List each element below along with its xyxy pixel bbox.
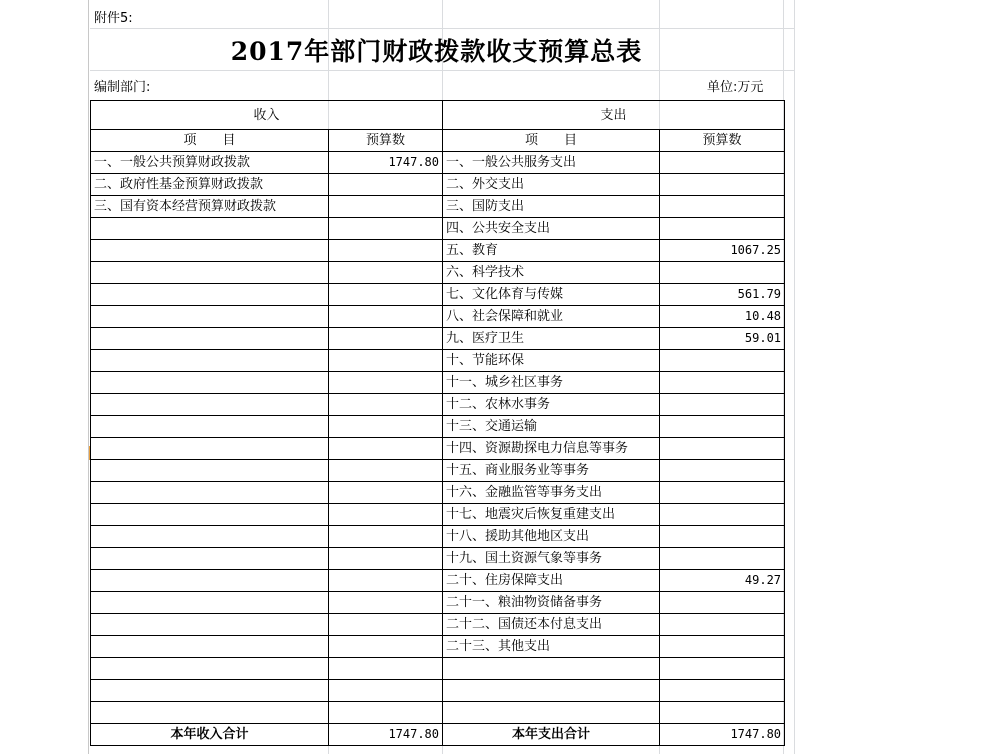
table-row — [91, 262, 785, 284]
expense-value-cell[interactable] — [660, 152, 785, 174]
page-title: 2017年部门财政拨款收支预算总表 — [230, 37, 643, 66]
table-row — [91, 680, 785, 702]
table-row — [91, 306, 785, 328]
expense-item-cell[interactable]: 一、一般公共服务支出 — [443, 152, 660, 174]
income-value-cell[interactable] — [329, 262, 443, 284]
table-row — [91, 218, 785, 240]
expense-value-cell[interactable]: 10.48 — [660, 306, 785, 328]
income-header[interactable]: 收入 — [91, 101, 443, 130]
income-item-cell[interactable] — [91, 460, 329, 482]
income-value-cell[interactable] — [329, 350, 443, 372]
income-item-cell[interactable] — [91, 240, 329, 262]
income-item-cell[interactable] — [91, 548, 329, 570]
income-value-cell[interactable] — [329, 504, 443, 526]
income-item-cell[interactable] — [91, 658, 329, 680]
expense-item-cell[interactable]: 十八、援助其他地区支出 — [443, 526, 660, 548]
expense-value-cell[interactable]: 59.01 — [660, 328, 785, 350]
expense-value-cell[interactable] — [660, 548, 785, 570]
expense-value-cell[interactable] — [660, 526, 785, 548]
income-item-cell[interactable] — [91, 482, 329, 504]
income-item-header[interactable]: 项 目 — [91, 130, 329, 152]
table-row — [91, 196, 785, 218]
income-value-cell[interactable] — [329, 394, 443, 416]
sheet-left-edge — [88, 0, 89, 754]
income-item-cell[interactable]: 一、一般公共预算财政拨款 — [91, 152, 329, 174]
expense-item-cell[interactable]: 三、国防支出 — [443, 196, 660, 218]
expense-item-cell[interactable]: 二十一、粮油物资储备事务 — [443, 592, 660, 614]
attachment-label: 附件5: — [94, 11, 133, 26]
income-value-cell[interactable]: 1747.80 — [329, 152, 443, 174]
expense-value-cell[interactable] — [660, 680, 785, 702]
expense-item-cell[interactable]: 十二、农林水事务 — [443, 394, 660, 416]
income-item-cell[interactable] — [91, 702, 329, 724]
gridline — [794, 0, 795, 754]
budget-table — [90, 100, 785, 746]
table-row — [91, 614, 785, 636]
income-item-cell[interactable]: 三、国有资本经营预算财政拨款 — [91, 196, 329, 218]
table-row — [91, 372, 785, 394]
expense-value-cell[interactable] — [660, 372, 785, 394]
income-value-cell[interactable] — [329, 174, 443, 196]
table-row — [91, 152, 785, 174]
income-item-cell[interactable] — [91, 680, 329, 702]
expense-item-cell[interactable]: 六、科学技术 — [443, 262, 660, 284]
income-item-cell[interactable] — [91, 614, 329, 636]
expense-value-cell[interactable] — [660, 350, 785, 372]
expense-item-cell[interactable]: 十一、城乡社区事务 — [443, 372, 660, 394]
income-value-cell[interactable] — [329, 680, 443, 702]
income-value-cell[interactable] — [329, 702, 443, 724]
expense-value-cell[interactable] — [660, 504, 785, 526]
expense-header[interactable]: 支出 — [443, 101, 785, 130]
expense-item-cell[interactable] — [443, 702, 660, 724]
income-item-cell[interactable] — [91, 284, 329, 306]
expense-value-cell[interactable] — [660, 592, 785, 614]
table-row — [91, 592, 785, 614]
expense-value-cell[interactable] — [660, 460, 785, 482]
expense-value-cell[interactable] — [660, 702, 785, 724]
expense-item-cell[interactable]: 七、文化体育与传媒 — [443, 284, 660, 306]
table-row — [91, 636, 785, 658]
income-item-cell[interactable] — [91, 438, 329, 460]
table-row — [91, 240, 785, 262]
total-row — [91, 724, 785, 746]
table-row — [91, 416, 785, 438]
table-row — [91, 504, 785, 526]
expense-item-cell[interactable]: 二十、住房保障支出 — [443, 570, 660, 592]
expense-value-cell[interactable]: 49.27 — [660, 570, 785, 592]
expense-item-cell[interactable]: 十九、国土资源气象等事务 — [443, 548, 660, 570]
income-item-cell[interactable] — [91, 218, 329, 240]
income-item-cell[interactable] — [91, 262, 329, 284]
income-item-cell[interactable] — [91, 526, 329, 548]
income-value-cell[interactable] — [329, 416, 443, 438]
unit-label: 单位:万元 — [707, 80, 764, 95]
expense-value-cell[interactable] — [660, 658, 785, 680]
table-row — [91, 658, 785, 680]
table-row — [91, 328, 785, 350]
income-value-cell[interactable] — [329, 460, 443, 482]
expense-value-cell[interactable] — [660, 438, 785, 460]
income-item-cell[interactable] — [91, 416, 329, 438]
expense-value-cell[interactable] — [660, 482, 785, 504]
income-item-cell[interactable] — [91, 328, 329, 350]
income-value-cell[interactable] — [329, 548, 443, 570]
expense-item-cell[interactable]: 四、公共安全支出 — [443, 218, 660, 240]
table-row — [91, 350, 785, 372]
income-value-cell[interactable] — [329, 218, 443, 240]
expense-item-cell[interactable]: 九、医疗卫生 — [443, 328, 660, 350]
income-value-cell[interactable] — [329, 284, 443, 306]
expense-budget-header[interactable]: 预算数 — [660, 130, 785, 152]
expense-item-header[interactable]: 项 目 — [443, 130, 660, 152]
table-row — [91, 174, 785, 196]
income-item-cell[interactable] — [91, 350, 329, 372]
income-value-cell[interactable] — [329, 196, 443, 218]
income-total-value[interactable]: 1747.80 — [329, 724, 443, 746]
expense-value-cell[interactable] — [660, 416, 785, 438]
income-value-cell[interactable] — [329, 328, 443, 350]
income-value-cell[interactable] — [329, 240, 443, 262]
income-value-cell[interactable] — [329, 306, 443, 328]
table-row — [91, 702, 785, 724]
section-header-row — [91, 101, 785, 130]
table-row — [91, 438, 785, 460]
income-total-label[interactable]: 本年收入合计 — [91, 724, 329, 746]
income-budget-header[interactable]: 预算数 — [329, 130, 443, 152]
department-label: 编制部门: — [94, 80, 151, 95]
income-value-cell[interactable] — [329, 482, 443, 504]
income-value-cell[interactable] — [329, 438, 443, 460]
income-item-cell[interactable] — [91, 306, 329, 328]
table-row — [91, 394, 785, 416]
expense-item-cell[interactable]: 十五、商业服务业等事务 — [443, 460, 660, 482]
expense-item-cell[interactable]: 十、节能环保 — [443, 350, 660, 372]
expense-value-cell[interactable]: 561.79 — [660, 284, 785, 306]
table-row — [91, 482, 785, 504]
expense-item-cell[interactable]: 二十二、国债还本付息支出 — [443, 614, 660, 636]
gridline — [90, 28, 794, 29]
expense-value-cell[interactable] — [660, 636, 785, 658]
column-header-row — [91, 130, 785, 152]
income-value-cell[interactable] — [329, 526, 443, 548]
expense-item-cell[interactable]: 十七、地震灾后恢复重建支出 — [443, 504, 660, 526]
table-row — [91, 548, 785, 570]
income-value-cell[interactable] — [329, 570, 443, 592]
expense-value-cell[interactable] — [660, 262, 785, 284]
gridline — [90, 70, 794, 71]
expense-value-cell[interactable] — [660, 218, 785, 240]
income-item-cell[interactable] — [91, 394, 329, 416]
expense-item-cell[interactable]: 十三、交通运输 — [443, 416, 660, 438]
table-row — [91, 526, 785, 548]
expense-value-cell[interactable] — [660, 614, 785, 636]
expense-value-cell[interactable]: 1067.25 — [660, 240, 785, 262]
income-value-cell[interactable] — [329, 614, 443, 636]
expense-item-cell[interactable] — [443, 658, 660, 680]
table-row — [91, 284, 785, 306]
income-item-cell[interactable] — [91, 372, 329, 394]
expense-item-cell[interactable]: 二十三、其他支出 — [443, 636, 660, 658]
income-item-cell[interactable] — [91, 504, 329, 526]
expense-item-cell[interactable] — [443, 680, 660, 702]
expense-value-cell[interactable] — [660, 196, 785, 218]
expense-value-cell[interactable] — [660, 174, 785, 196]
expense-item-cell[interactable]: 十四、资源勘探电力信息等事务 — [443, 438, 660, 460]
expense-item-cell[interactable]: 八、社会保障和就业 — [443, 306, 660, 328]
expense-item-cell[interactable]: 五、教育 — [443, 240, 660, 262]
expense-total-label[interactable]: 本年支出合计 — [443, 724, 660, 746]
expense-item-cell[interactable]: 十六、金融监管等事务支出 — [443, 482, 660, 504]
income-item-cell[interactable] — [91, 636, 329, 658]
expense-item-cell[interactable]: 二、外交支出 — [443, 174, 660, 196]
income-item-cell[interactable] — [91, 592, 329, 614]
expense-value-cell[interactable] — [660, 394, 785, 416]
income-value-cell[interactable] — [329, 372, 443, 394]
income-value-cell[interactable] — [329, 636, 443, 658]
income-value-cell[interactable] — [329, 592, 443, 614]
table-row — [91, 460, 785, 482]
table-row — [91, 570, 785, 592]
income-value-cell[interactable] — [329, 658, 443, 680]
income-item-cell[interactable]: 二、政府性基金预算财政拨款 — [91, 174, 329, 196]
income-item-cell[interactable] — [91, 570, 329, 592]
expense-total-value[interactable]: 1747.80 — [660, 724, 785, 746]
